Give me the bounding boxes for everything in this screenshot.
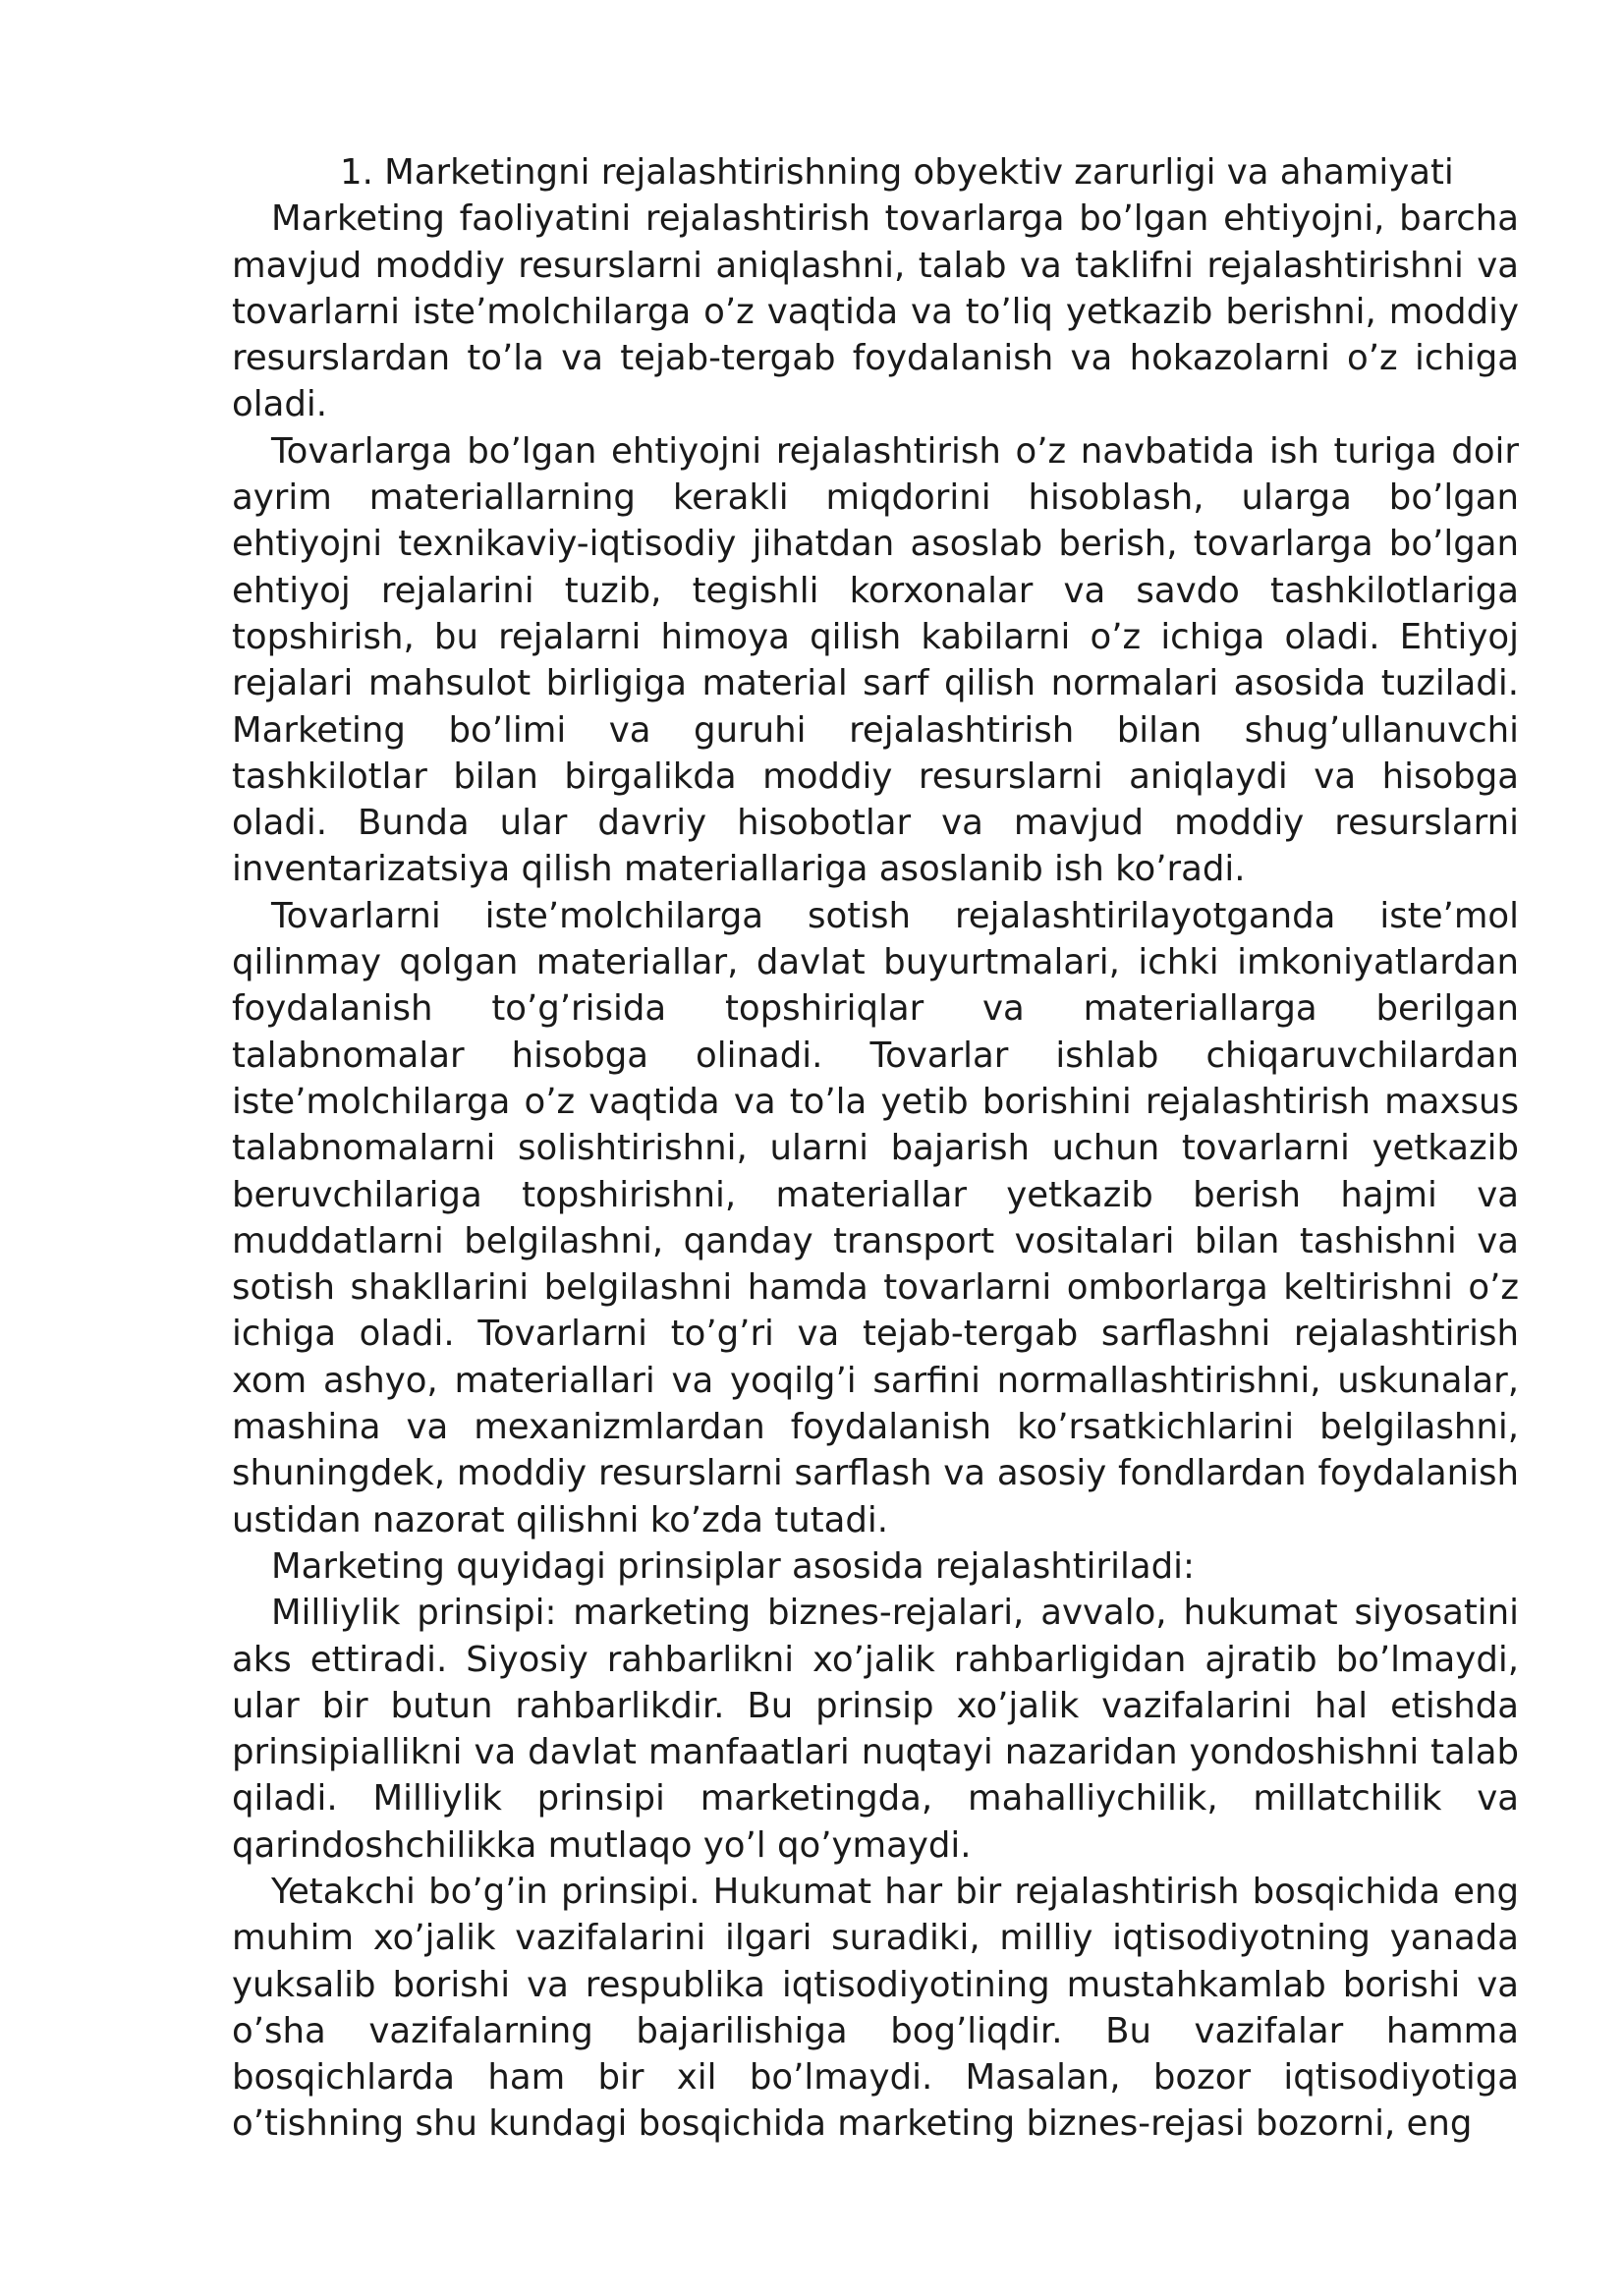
paragraph-planning-scope: Marketing faoliyatini rejalashtirish tovarlarga bo’lgan ehtiyojni, barcha mavjud moddiy resurslarni aniqlashni, talab va taklifni rejalashtirishni va tovarlarni iste’molchilarga o’z vaqtida va to’liq yetkazib berishni, moddiy resurslardan to’la va tejab-tergab foydalanish va hokazolarni o’z ichiga oladi. [232,198,1519,425]
section-title: 1. Marketingni rejalashtirishning obyektiv zarurligi va ahamiyati [340,152,1454,193]
paragraph-nationality-principle: Milliylik prinsipi: marketing biznes-rejalari, avvalo, hukumat siyosatini aks ettiradi. Siyosiy rahbarlikni xo’jalik rahbarligidan ajratib bo’lmaydi, ular bir butun rahbarlikdir. Bu prinsip xo’jalik vazifalarini hal etishda prinsipiallikni va davlat manfaatlari nuqtayi nazaridan yondoshishni talab qiladi. Milliylik prinsipi marketingda, mahalliychilik, millatchilik va qarindoshchilikka mutlaqo yo’l qo’ymaydi. [232,1593,1519,1866]
paragraph-sales-planning: Tovarlarni iste’molchilarga sotish rejalashtirilayotganda iste’mol qilinmay qolgan materiallar, davlat buyurtmalari, ichki imkoniyatlardan foydalanish to’g’risida topshiriqlar va materiallarga berilgan talabnomalar hisobga olinadi. Tovarlar ishlab chiqaruvchilardan iste’molchilarga o’z vaqtida va to’la yetib borishini rejalashtirish maxsus talabnomalarni solishtirishni, ularni bajarish uchun tovarlarni yetkazib beruvchilariga topshirishni, materiallar yetkazib berish hajmi va muddatlarni belgilashni, qanday transport vositalari bilan tashishni va sotish shakllarini belgilashni hamda tovarlarni omborlarga keltirishni o’z ichiga oladi. Tovarlarni to’g’ri va tejab-tergab sarflashni rejalashtirish xom ashyo, materiallari va yoqilg’i sarfini normallashtirishni, uskunalar, mashina va mexanizmlardan foydalanish ko’rsatkichlarini belgilashni, shuningdek, moddiy resurslarni sarflash va asosiy fondlardan foydalanish ustidan nazorat qilishni ko’zda tutadi. [232,895,1519,1540]
paragraph-principles-intro: Marketing quyidagi prinsiplar asosida rejalashtiriladi: [271,1545,1195,1587]
document-page [232,149,1519,2148]
paragraph-leading-link-principle: Yetakchi bo’g’in prinsipi. Hukumat har bir rejalashtirish bosqichida eng muhim xo’jalik vazifalarini ilgari suradiki, milliy iqtisodiyotning yanada yuksalib borishi va respublika iqtisodiyotining mustahkamlab borishi va o’sha vazifalarning bajarilishiga bog’liqdir. Bu vazifalar hamma bosqichlarda ham bir xil bo’lmaydi. Masalan, bozor iqtisodiyotiga o’tishning shu kundagi bosqichida marketing biznes-rejasi bozorni, eng [232,1871,1519,2145]
paragraph-demand-planning: Tovarlarga bo’lgan ehtiyojni rejalashtirish o’z navbatida ish turiga doir ayrim materiallarning kerakli miqdorini hisoblash, ularga bo’lgan ehtiyojni texnikaviy-iqtisodiy jihatdan asoslab berish, tovarlarga bo’lgan ehtiyoj rejalarini tuzib, tegishli korxonalar va savdo tashkilotlariga topshirish, bu rejalarni himoya qilish kabilarni o’z ichiga oladi. Ehtiyoj rejalari mahsulot birligiga material sarf qilish normalari asosida tuziladi. Marketing bo’limi va guruhi rejalashtirish bilan shug’ullanuvchi tashkilotlar bilan birgalikda moddiy resurslarni aniqlaydi va hisobga oladi. Bunda ular davriy hisobotlar va mavjud moddiy resurslarni inventarizatsiya qilish materiallariga asoslanib ish ko’radi. [232,430,1519,890]
